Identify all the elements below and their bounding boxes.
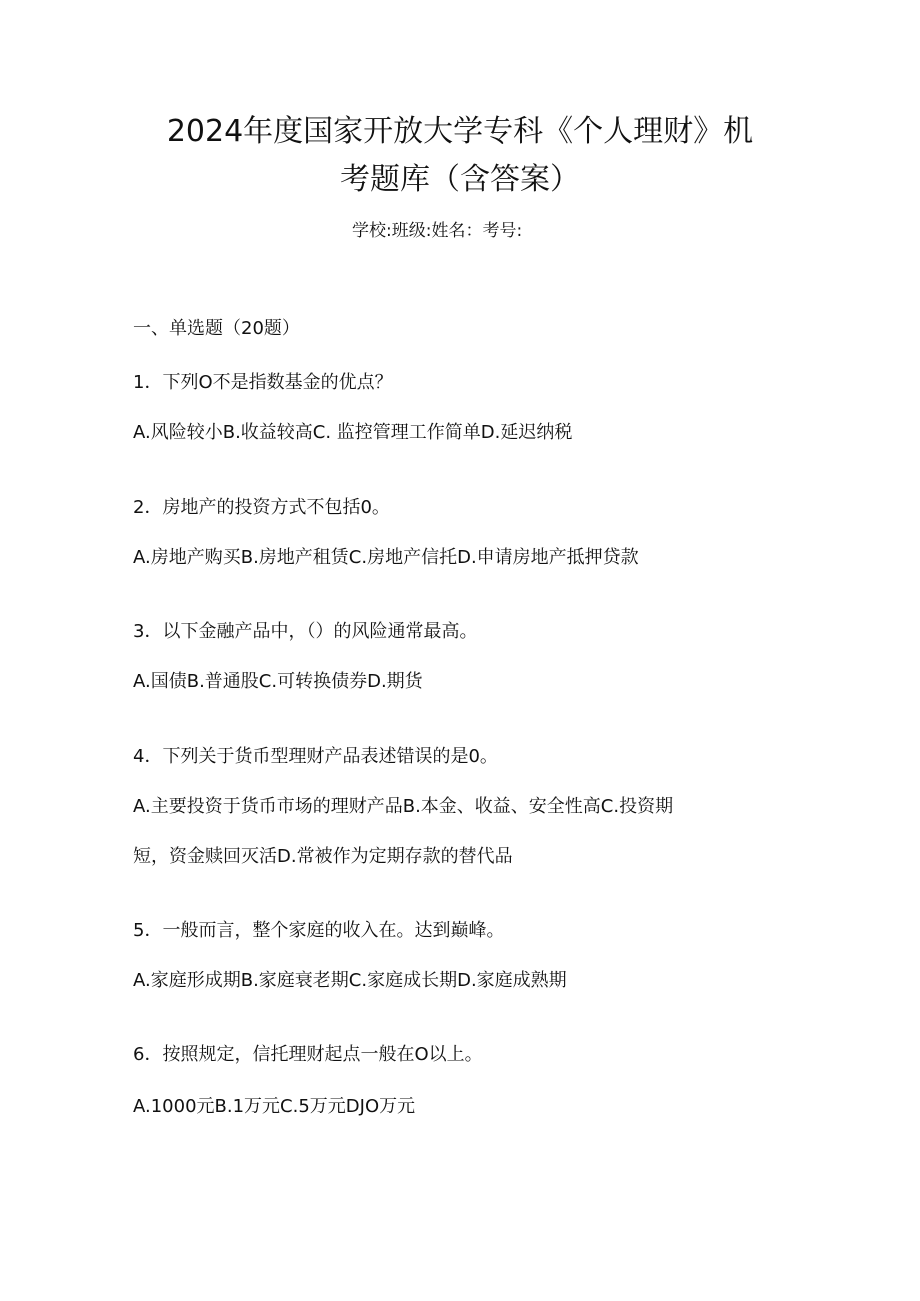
question-1-stem: 1．下列O不是指数基金的优点？ bbox=[133, 372, 393, 393]
question-3-options: A.国债B.普通股C.可转换债券D.期货 bbox=[133, 671, 423, 692]
question-5-options: A.家庭形成期B.家庭衰老期C.家庭成长期D.家庭成熟期 bbox=[133, 970, 567, 991]
document-title-line-2: 考题库（含答案） bbox=[340, 162, 580, 197]
document-title-line-1: 2024年度国家开放大学专科《个人理财》机 bbox=[166, 114, 754, 149]
question-1-options: A.风险较小B.收益较高C. 监控管理工作简单D.延迟纳税 bbox=[133, 422, 573, 443]
question-4-options-line-1: A.主要投资于货币市场的理财产品B.本金、收益、安全性高C.投资期 bbox=[133, 796, 674, 817]
question-3-stem: 3．以下金融产品中，（）的风险通常最高。 bbox=[133, 621, 478, 642]
question-6-stem: 6．按照规定，信托理财起点一般在O以上。 bbox=[133, 1044, 483, 1065]
question-4-options-line-2: 短，资金赎回灭活D.常被作为定期存款的替代品 bbox=[133, 846, 513, 867]
question-5-stem: 5．一般而言，整个家庭的收入在。达到巅峰。 bbox=[133, 920, 505, 941]
question-6-options: A.1000元B.1万元C.5万元DJO万元 bbox=[133, 1096, 416, 1117]
question-4-stem: 4．下列关于货币型理财产品表述错误的是0。 bbox=[133, 746, 498, 767]
section-heading: 一、单选题（20题） bbox=[133, 318, 300, 339]
question-2-stem: 2．房地产的投资方式不包括0。 bbox=[133, 497, 390, 518]
question-2-options: A.房地产购买B.房地产租赁C.房地产信托D.申请房地产抵押贷款 bbox=[133, 547, 639, 568]
student-info-line: 学校:班级:姓名：考号: bbox=[352, 221, 523, 241]
